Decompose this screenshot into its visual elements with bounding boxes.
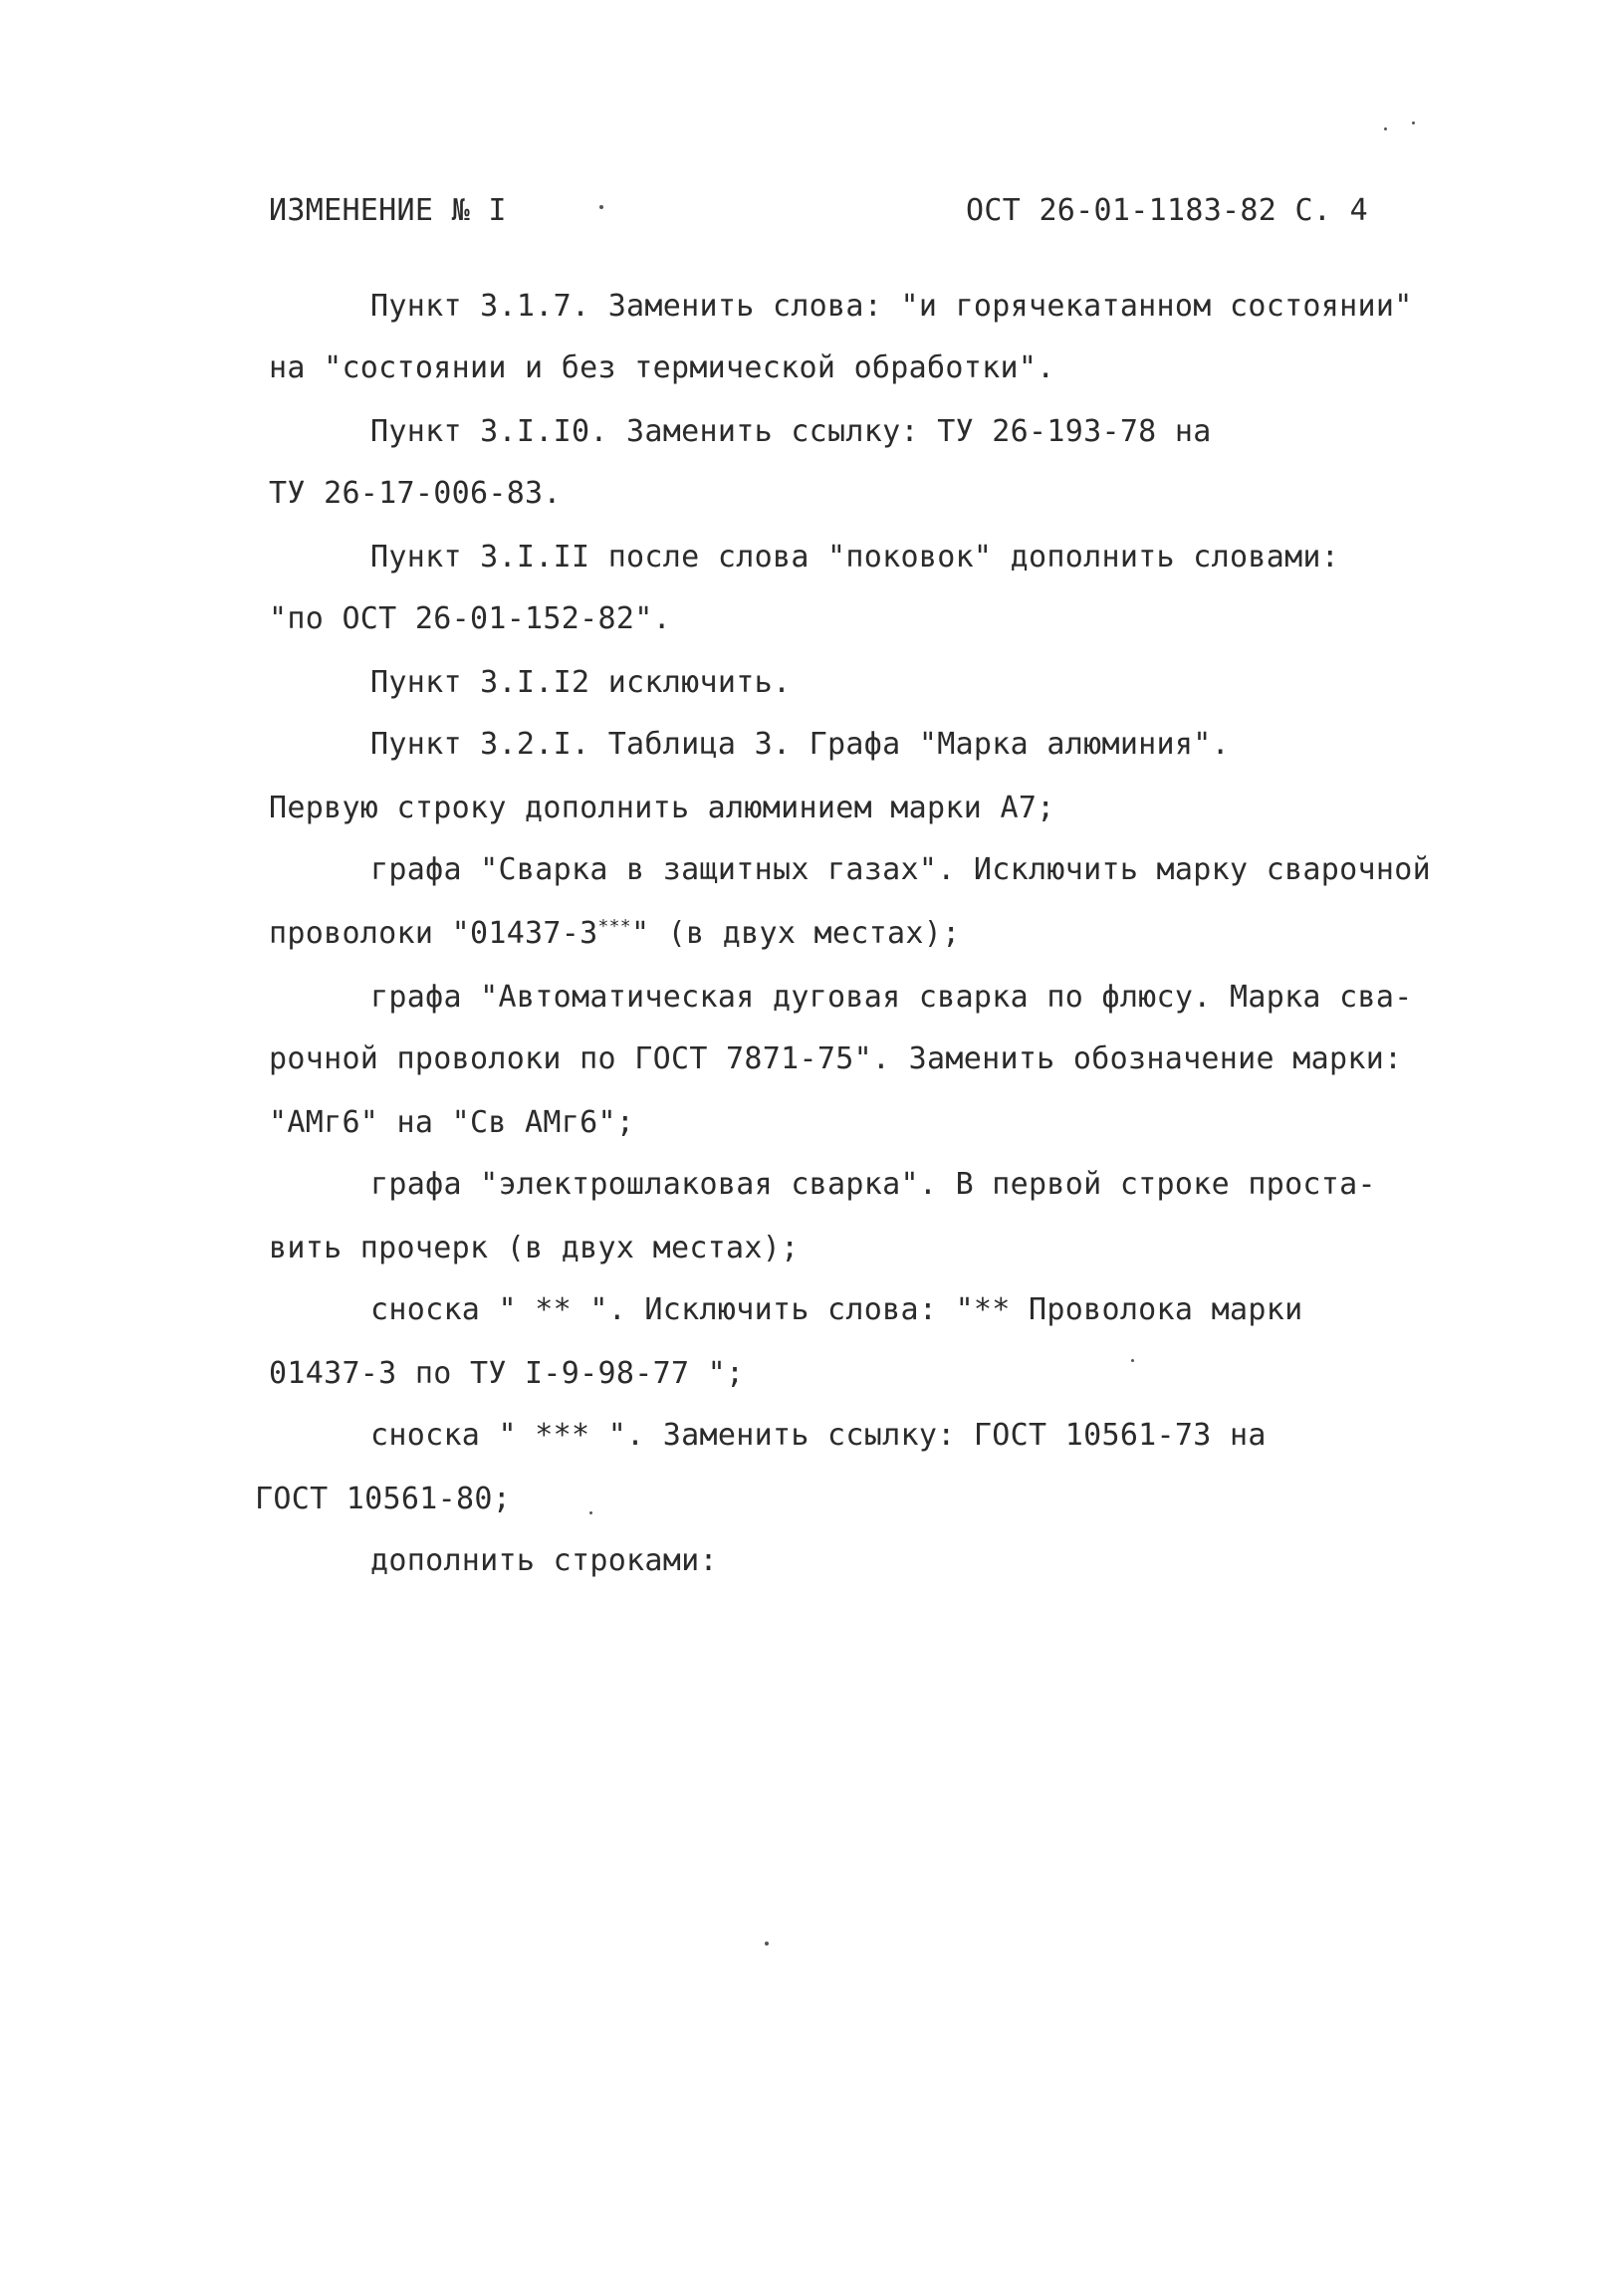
- text-line: Пункт 3.I.II после слова "поковок" дополнить словами:: [370, 540, 1340, 574]
- scan-speck: [589, 1511, 592, 1514]
- text-line: ГОСТ 10561-80;: [255, 1482, 512, 1516]
- text-line: вить прочерк (в двух местах);: [269, 1231, 800, 1265]
- text-line-with-footnote: [269, 916, 960, 952]
- scan-speck: [599, 205, 603, 209]
- text-line: дополнить строками:: [370, 1543, 718, 1578]
- text-line: "по ОСТ 26-01-152-82".: [269, 601, 671, 636]
- text-line: Пункт 3.1.7. Заменить слова: "и горячекатанном состоянии": [370, 289, 1413, 324]
- text-line: Пункт 3.I.I0. Заменить ссылку: ТУ 26-193-78 на: [370, 414, 1212, 449]
- text-line: "АМг6" на "Св АМг6";: [269, 1105, 635, 1140]
- text-line: 01437-3 по ТУ I-9-98-77 ";: [269, 1356, 745, 1391]
- footnote-marker: ***: [597, 916, 631, 937]
- text-fragment: проволоки "01437-3: [269, 916, 598, 951]
- scan-speck: [765, 1942, 769, 1946]
- text-line: графа "Сварка в защитных газах". Исключить марку сварочной: [370, 852, 1431, 887]
- standard-number-page: ОСТ 26-01-1183-82 С. 4: [966, 193, 1368, 228]
- text-line: графа "Автоматическая дуговая сварка по флюсу. Марка сва-: [370, 980, 1413, 1015]
- change-number-heading: ИЗМЕНЕНИЕ № I: [269, 193, 507, 228]
- text-fragment: " (в двух местах);: [630, 916, 961, 951]
- text-line: на "состоянии и без термической обработки".: [269, 350, 1055, 385]
- text-line: сноска " *** ". Заменить ссылку: ГОСТ 10561-73 на: [370, 1418, 1267, 1453]
- scan-speck: [1384, 127, 1387, 130]
- scan-speck: [1412, 121, 1415, 124]
- text-line: рочной проволоки по ГОСТ 7871-75". Заменить обозначение марки:: [269, 1041, 1403, 1076]
- text-line: сноска " ** ". Исключить слова: "** Проволока марки: [370, 1292, 1303, 1327]
- scan-speck: [1131, 1359, 1134, 1362]
- text-line: Пункт 3.2.I. Таблица 3. Графа "Марка алюминия".: [370, 727, 1230, 762]
- text-line: ТУ 26-17-006-83.: [269, 476, 562, 511]
- text-line: графа "электрошлаковая сварка". В первой строке проста-: [370, 1167, 1376, 1202]
- text-line: Первую строку дополнить алюминием марки А7;: [269, 791, 1055, 825]
- text-line: Пункт 3.I.I2 исключить.: [370, 665, 792, 700]
